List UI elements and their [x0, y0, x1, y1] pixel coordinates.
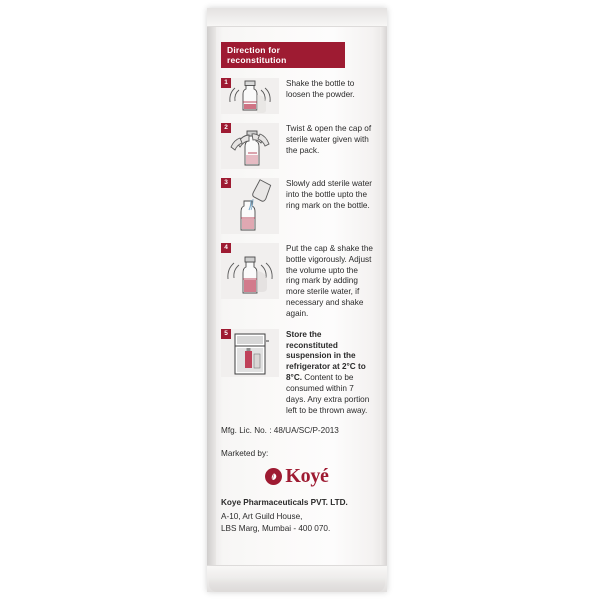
leaf-icon [269, 472, 278, 481]
step-text-bold: Store the reconstituted suspension in the refrigerator at 2°C to 8°C. [286, 329, 366, 383]
step-text-normal: Content to be consumed within 7 days. Any extra portion left to be thrown away. [286, 373, 370, 415]
step-number: 3 [221, 178, 231, 188]
address-line-2: LBS Marg, Mumbai - 400 070. [221, 524, 331, 534]
background-left [0, 0, 212, 600]
step-item [221, 178, 373, 234]
leaf-circle-icon [265, 468, 282, 485]
refrigerator-icon [221, 329, 279, 377]
step-text [281, 329, 373, 417]
twist-open-cap-icon [221, 123, 279, 169]
step-item [221, 243, 373, 320]
step-text: Shake the bottle to loosen the powder. [286, 79, 355, 99]
brand-logo [221, 462, 373, 491]
medicine-carton [207, 8, 387, 592]
footer-block [221, 425, 373, 535]
step-number: 1 [221, 78, 231, 88]
instructions-panel [221, 42, 373, 536]
steps-list [221, 78, 373, 416]
step-item [221, 78, 373, 114]
address-line-1: A-10, Art Guild House, [221, 512, 303, 522]
step-item [221, 123, 373, 169]
step-figure [221, 78, 281, 114]
background-right [382, 0, 600, 600]
mfg-licence-text: Mfg. Lic. No. : 48/UA/SC/P-2013 [221, 426, 339, 436]
step-text: Slowly add sterile water into the bottle upto the ring mark on the bottle. [286, 179, 373, 210]
carton-left-fold [207, 8, 216, 592]
carton-right-fold [380, 8, 387, 592]
bottle-shake-icon [221, 78, 279, 114]
step-text: Put the cap & shake the bottle vigorously. Adjust the volume upto the ring mark by adding more sterile water, if necessary and shake again. [286, 244, 373, 318]
step-item [221, 329, 373, 417]
carton-top-flap [207, 8, 387, 27]
section-heading: Direction for reconstitution [221, 42, 345, 68]
pour-water-icon [221, 178, 279, 234]
step-text: Twist & open the cap of sterile water given with the pack. [286, 124, 372, 155]
step-number: 5 [221, 329, 231, 339]
brand-name: Koyé [285, 465, 329, 488]
cap-and-shake-icon [221, 243, 279, 299]
marketed-by-label: Marketed by: [221, 449, 269, 459]
carton-bottom-shadow [209, 578, 385, 592]
step-figure [221, 123, 281, 169]
company-name: Koye Pharmaceuticals PVT. LTD. [221, 498, 348, 508]
step-figure [221, 243, 281, 299]
step-number: 2 [221, 123, 231, 133]
step-figure [221, 329, 281, 377]
step-number: 4 [221, 243, 231, 253]
step-figure [221, 178, 281, 234]
